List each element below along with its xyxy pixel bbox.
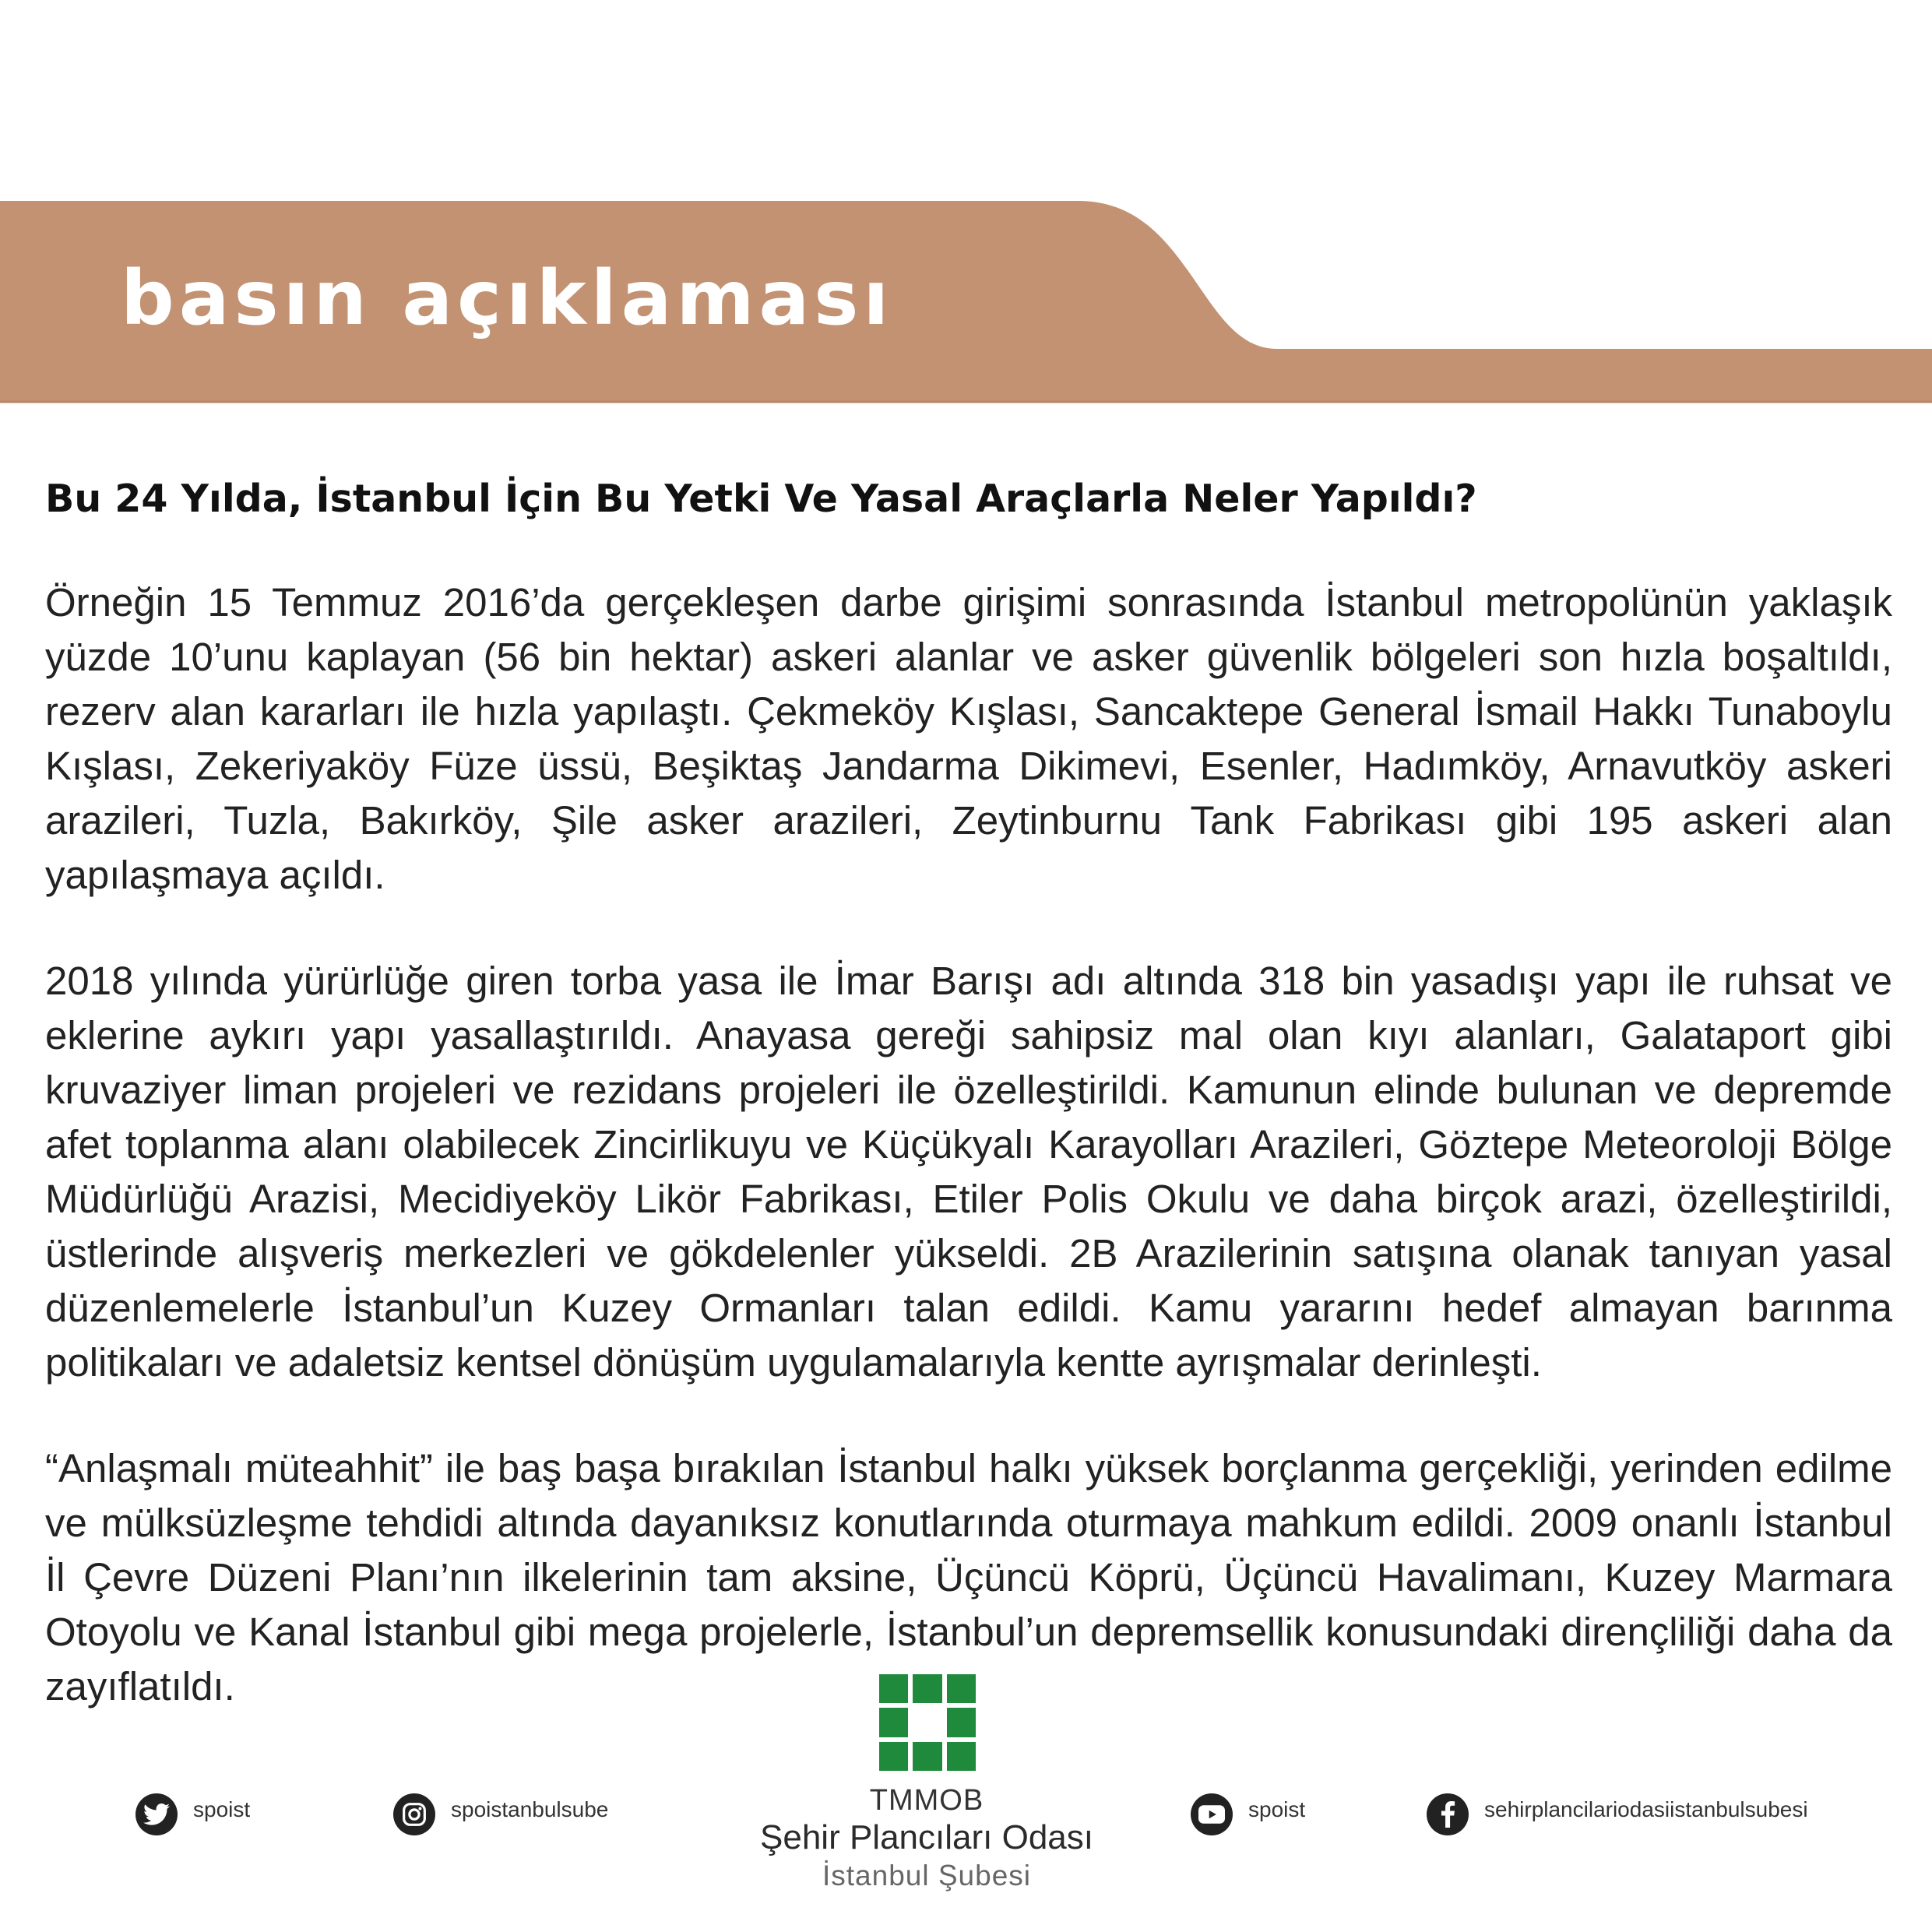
logo-org: TMMOB xyxy=(869,1784,984,1817)
article-paragraph-3: “Anlaşmalı müteahhit” ile baş başa bırakılan İstanbul halkı yüksek borçlanma gerçekliği, yerinden edilme ve mülksüzleşme tehdidi altında dayanıksız konutlarında oturmaya mahkum edildi. 2009 onanlı İstanbul İl Çevre Düzeni Planı’nın ilkelerinin tam aksine, Üçüncü Köprü, Üçüncü Havalimanı, Kuzey Marmara Otoyolu ve Kanal İstanbul gibi mega projelerle, İstanbul’un depremsellik konusundaki dirençliliği daha da zayıflatıldı. xyxy=(45,1445,1892,1709)
article-paragraph-1: Örneğin 15 Temmuz 2016’da gerçekleşen darbe girişimi sonrasında İstanbul metropolünün yaklaşık yüzde 10’unu kaplayan (56 bin hektar) askeri alanlar ve asker güvenlik bölgeleri son hızla boşaltıldı, rezerv alan kararları ile hızla yapılaştı. Çekmeköy Kışlası, Sancaktepe General İsmail Hakkı Tunaboylu Kışlası, Zekeriyaköy Füze üssü, Beşiktaş Jandarma Dikimevi, Esenler, Hadımköy, Arnavutköy askeri arazileri, Tuzla, Bakırköy, Şile asker arazileri, Zeytinburnu Tank Fabrikası gibi 195 askeri alan yapılaşmaya açıldı. xyxy=(45,579,1892,897)
article-paragraph-2: 2018 yılında yürürlüğe giren torba yasa ile İmar Barışı adı altında 318 bin yasadışı yapı ile ruhsat ve eklerine aykırı yapı yasallaştırıldı. Anayasa gereği sahipsiz mal olan kıyı alanları, Galataport gibi kruvaziyer liman projeleri ve rezidans projeleri ile özelleştirildi. Kamunun elinde bulunan ve depremde afet toplanma alanı olabilecek Zincirlikuyu ve Küçükyalı Karayolları Arazileri, Göztepe Meteoroloji Bölge Müdürlüğü Arazisi, Mecidiyeköy Likör Fabrikası, Etiler Polis Okulu ve daha birçok arazi, özelleştirildi, üstlerinde alışveriş merkezleri ve gökdelenler yükseldi. 2B Arazilerinin satışına olanak tanıyan yasal düzenlemelerle İstanbul’un Kuzey Ormanları talan edildi. Kamu yararını hedef almayan barınma politikaları ve adaletsiz kentsel dönüşüm uygulamalarıyla kentte ayrışmalar derinleşti. xyxy=(45,958,1892,1385)
logo-branch: İstanbul Şubesi xyxy=(822,1860,1031,1892)
instagram-link[interactable] xyxy=(393,1793,608,1835)
twitter-link[interactable] xyxy=(135,1793,250,1835)
facebook-link[interactable] xyxy=(1427,1793,1808,1835)
instagram-icon xyxy=(393,1793,435,1835)
youtube-link[interactable] xyxy=(1191,1793,1305,1835)
youtube-handle: spoist xyxy=(1248,1797,1306,1821)
article xyxy=(45,477,1892,1765)
twitter-icon xyxy=(135,1793,178,1835)
facebook-handle: sehirplancilariodasiistanbulsubesi xyxy=(1484,1797,1808,1821)
instagram-handle: spoistanbulsube xyxy=(451,1797,609,1821)
article-heading: Bu 24 Yılda, İstanbul İçin Bu Yetki Ve Yasal Araçlarla Neler Yapıldı? xyxy=(45,477,1477,521)
twitter-handle: spoist xyxy=(193,1797,251,1821)
youtube-icon xyxy=(1191,1793,1233,1835)
logo-name: Şehir Plancıları Odası xyxy=(760,1818,1093,1856)
facebook-icon xyxy=(1427,1793,1469,1835)
banner-title: basın açıklaması xyxy=(121,255,894,342)
spo-logo-mark xyxy=(879,1674,976,1771)
spo-logo-text xyxy=(732,1783,1121,1894)
